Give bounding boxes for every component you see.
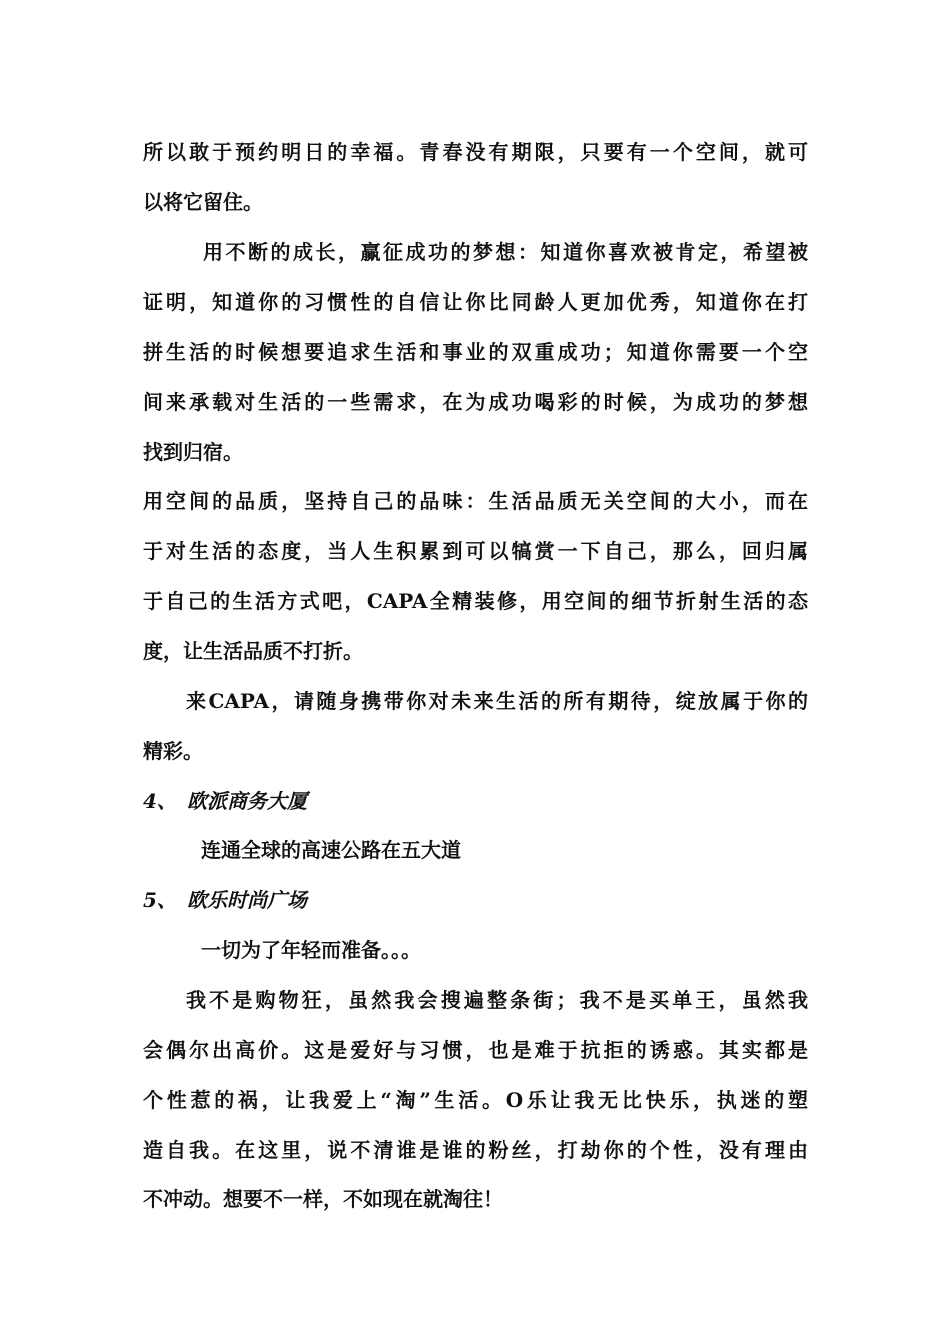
text-line: 精彩。: [143, 739, 203, 763]
section-title: 欧派商务大厦: [187, 789, 307, 813]
text-line: 用不断的成长，赢征成功的梦想：知道你喜欢被肯定，希望被: [203, 240, 808, 264]
section-number: 4、: [143, 789, 177, 813]
text-line: 不冲动。想要不一样，不如现在就淘往！: [143, 1187, 503, 1211]
text-line: 用空间的品质，坚持自己的品味：生活品质无关空间的大小，而在: [143, 489, 808, 513]
section-subtitle: 一切为了年轻而准备。。。: [201, 938, 421, 962]
section-title: 欧乐时尚广场: [187, 888, 307, 912]
text-line: 会偶尔出高价。这是爱好与习惯，也是难于抗拒的诱惑。其实都是: [143, 1038, 808, 1062]
text-line: 造自我。在这里，说不清谁是谁的粉丝，打劫你的个性，没有理由: [143, 1138, 808, 1162]
text-line: 个性惹的祸，让我爱上“淘”生活。O乐让我无比快乐，执迷的塑: [143, 1088, 808, 1112]
text-line: 度，让生活品质不打折。: [143, 639, 363, 663]
section-number: 5、: [143, 888, 177, 912]
section-subtitle: 连通全球的高速公路在五大道: [201, 838, 461, 862]
text-line: 于对生活的态度，当人生积累到可以犒赏一下自己，那么，回归属: [143, 539, 808, 563]
text-line: 以将它留住。: [143, 190, 263, 214]
text-line: 来CAPA，请随身携带你对未来生活的所有期待，绽放属于你的: [186, 689, 808, 713]
text-line: 所以敢于预约明日的幸福。青春没有期限，只要有一个空间，就可: [143, 140, 808, 164]
text-line: 证明，知道你的习惯性的自信让你比同龄人更加优秀，知道你在打: [143, 290, 808, 314]
text-line: 拼生活的时候想要追求生活和事业的双重成功；知道你需要一个空: [143, 340, 808, 364]
section-heading-5: [143, 886, 307, 914]
text-line: 间来承载对生活的一些需求，在为成功喝彩的时候，为成功的梦想: [143, 390, 808, 414]
text-line: 我不是购物狂，虽然我会搜遍整条街；我不是买单王，虽然我: [186, 988, 808, 1012]
text-line: 于自己的生活方式吧，CAPA全精装修，用空间的细节折射生活的态: [143, 589, 808, 613]
section-heading-4: [143, 787, 307, 815]
text-line: 找到归宿。: [143, 440, 243, 464]
